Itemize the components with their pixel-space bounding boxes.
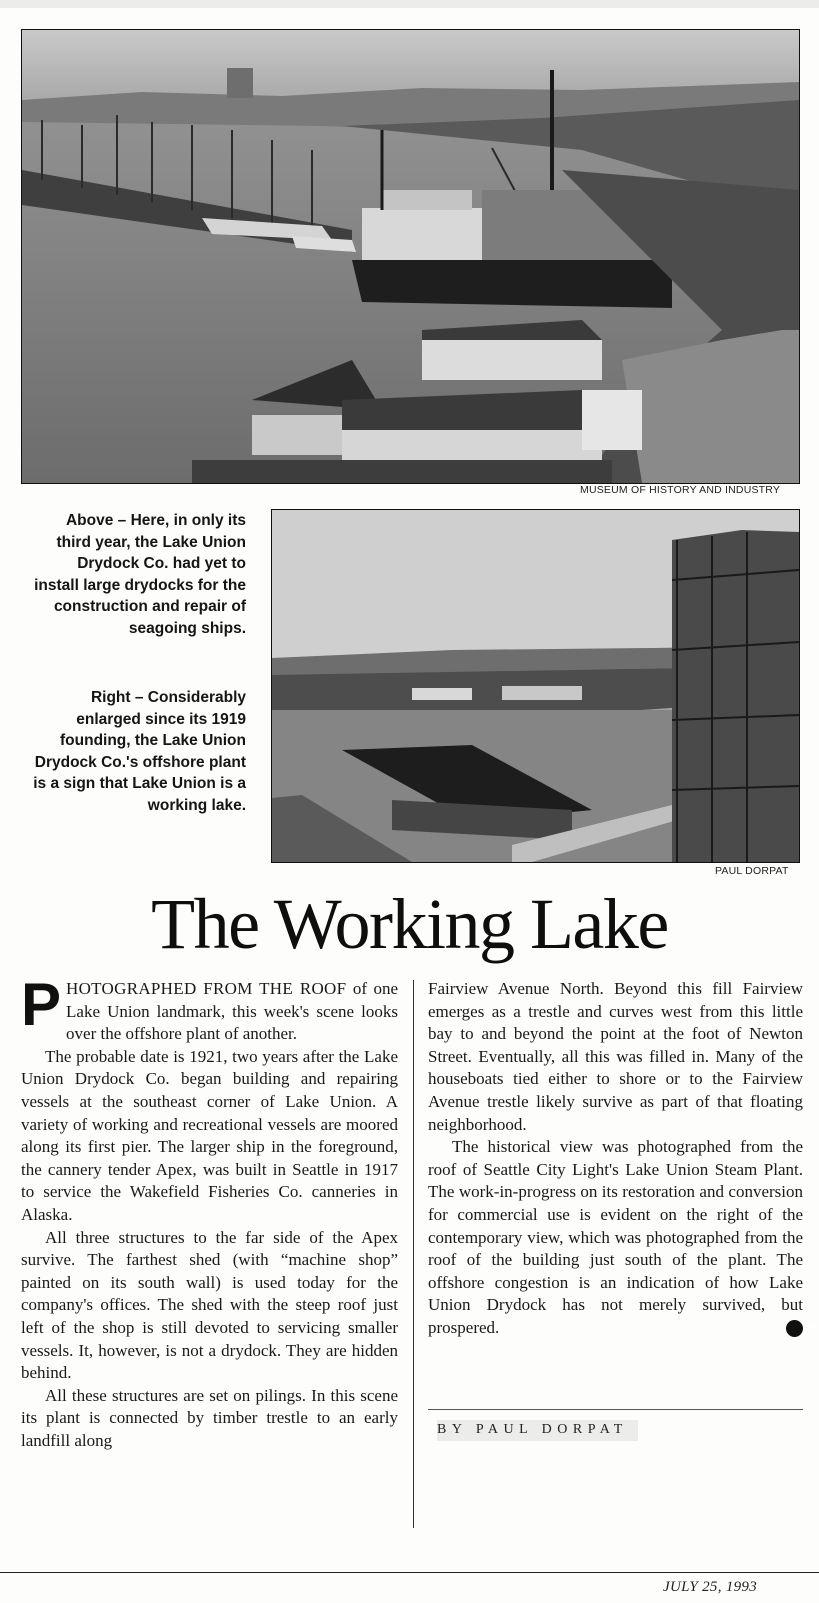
paragraph-4-end: Fairview Avenue North. Beyond this fill Fairview emerges as a trestle and curves west from this little bay to and beyond the point at the foot of Newton Street. Eventually, all this was filled in. Many of the houseboats tied either to shore or to the Fairview Avenue trestle likely survive as part of that floating neighborhood. [428, 979, 803, 1134]
paragraph-5-text: The historical view was photographed from the roof of Seattle City Light's Lake Union Steam Plant. The work-in-progress on its restoration and conversion for commercial use is evident on the right of the contemporary view, which was photographed from the roof of the building just south of the plant. The offshore congestion is an indication of how Lake Union Drydock has not merely survived, but prospered. [428, 1137, 803, 1337]
top-rule [0, 0, 819, 8]
paragraph-4-start: All these structures are set on pilings. In this scene its plant is connected by timber trestle to an early landfill along [21, 1385, 398, 1450]
lead-paragraph [21, 971, 398, 1046]
caption-right: Right – Considerably enlarged since its 1919 founding, the Lake Union Drydock Co.'s offshore plant is a sign that Lake Union is a working lake. [33, 689, 246, 814]
end-mark-icon: P [786, 1320, 803, 1337]
byline: BY PAUL DORPAT [437, 1420, 638, 1441]
photo-credit-top: MUSEUM OF HISTORY AND INDUSTRY [580, 484, 781, 496]
column-divider [413, 980, 414, 1528]
article-column-1 [21, 971, 398, 1452]
headline: The Working Lake [151, 884, 668, 964]
paragraph-3: All three structures to the far side of the Apex survive. The farthest shed (with “machine shop” painted on its south wall) is used today for the company's offices. The shed with the steep roof just left of the shop is still devoted to servicing smaller vessels. It, however, is not a drydock. They are hidden behind. [21, 1227, 398, 1383]
issue-date: JULY 25, 1993 [663, 1579, 758, 1595]
article-column-2 [428, 978, 818, 1340]
drop-cap: P [21, 971, 62, 1038]
bottom-rule [0, 1572, 819, 1573]
byline-rule [428, 1409, 803, 1410]
paragraph-5 [428, 1136, 818, 1339]
historical-photo [21, 29, 800, 484]
photo-credit-right: PAUL DORPAT [715, 865, 789, 877]
lead-caps: HOTOGRAPHED FROM THE ROOF [66, 979, 347, 998]
lead-rest: of one Lake Union landmark, this week's scene looks over the offshore plant of another. [66, 979, 398, 1044]
contemporary-photo [271, 509, 800, 863]
caption-above: Above – Here, in only its third year, the Lake Union Drydock Co. had yet to install large drydocks for the construction and repair of seagoing ships. [34, 512, 246, 637]
paragraph-2: The probable date is 1921, two years after the Lake Union Drydock Co. began building and repairing vessels at the southeast corner of Lake Union. A variety of working and recreational vessels are moored along its first pier. The larger ship in the foreground, the cannery tender Apex, was built in Seattle in 1917 to service the Wakefield Fisheries Co. canneries in Alaska. [21, 1046, 398, 1224]
